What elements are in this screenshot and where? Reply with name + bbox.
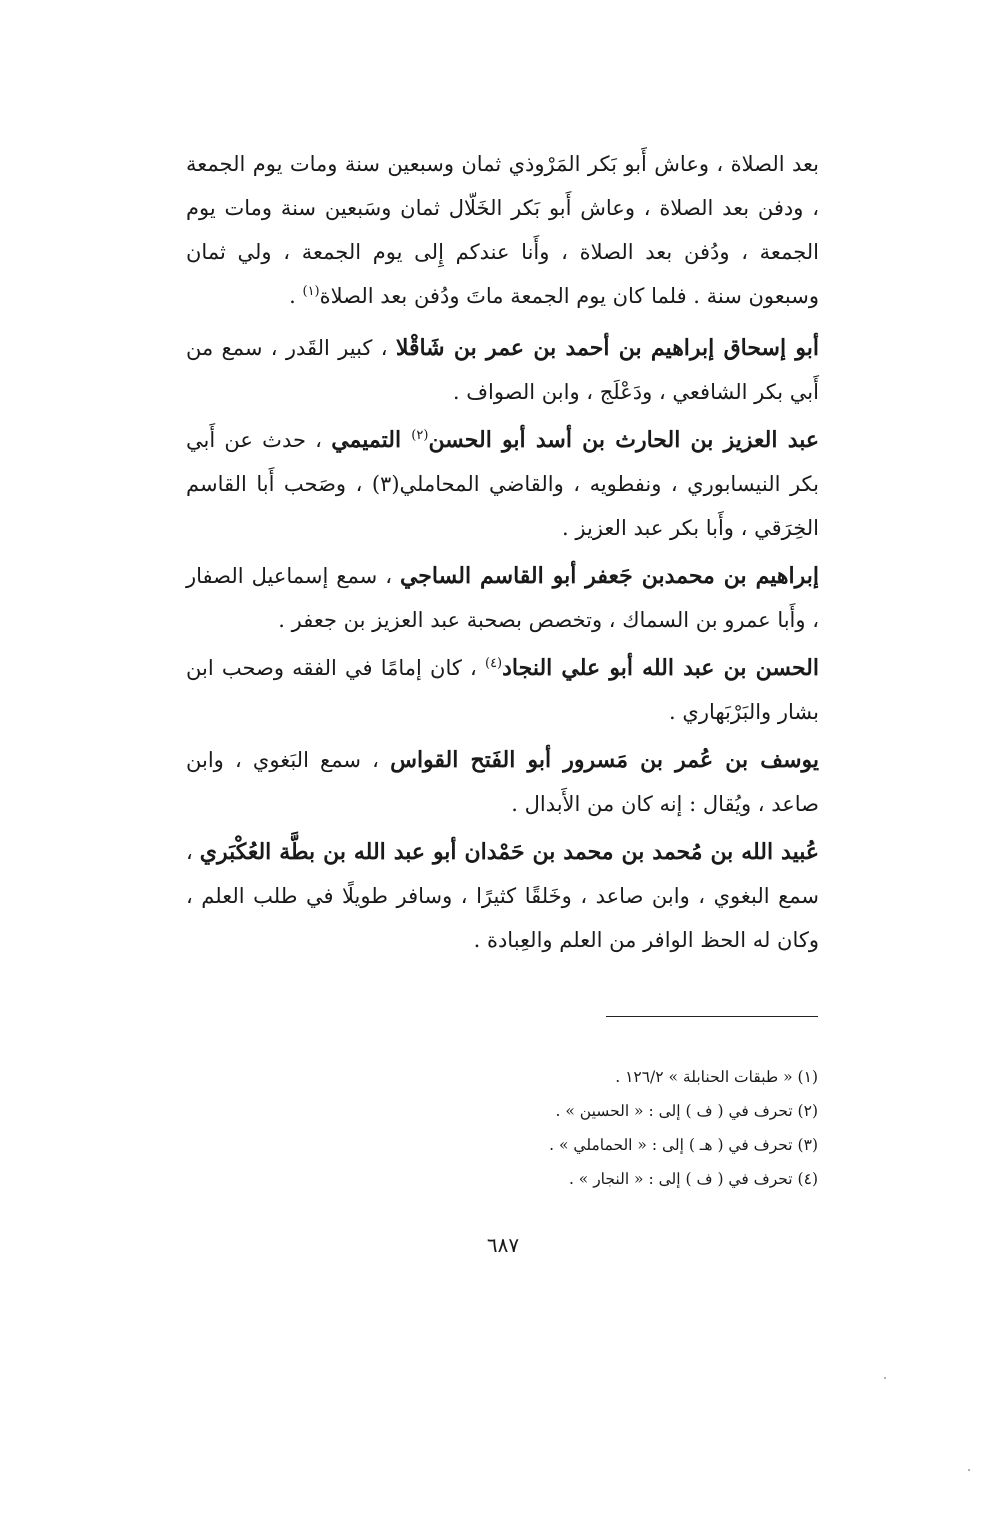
footnote-2: (٢) تحرف في ( ف ) إلى : « الحسين » . [555, 1102, 818, 1120]
footnote-3: (٣) تحرف في ( هـ ) إلى : « الحماملي » . [549, 1136, 818, 1154]
footnote-1: (١) « طبقات الحنابلة » ١٢٦/٢ . [615, 1068, 818, 1086]
scan-speck [884, 1377, 886, 1379]
biography-entry [186, 830, 819, 962]
biography-entry [186, 554, 819, 642]
entry-text: ، سمع البَغوي ، وابن صاعد ، ويُقال : إنه كان من الأَبدال . [186, 748, 819, 816]
biography-entry [186, 738, 819, 826]
main-text [186, 142, 819, 966]
entry-text: ، كبير القَدر ، سمع من أَبي بكر الشافعي ، ودَعْلَج ، وابن الصواف . [186, 336, 819, 404]
page-number: ٦٨٧ [486, 1233, 520, 1257]
person-name: عبد العزيز بن الحارث بن أسد أبو الحسن [428, 427, 820, 453]
footnotes [300, 1060, 818, 1196]
biography-entry [186, 646, 819, 734]
continued-end: . [289, 284, 303, 308]
entry-text: ، سمع البغوي ، وابن صاعد ، وخَلقًا كثيرًا ، وسافر طويلًا في طلب العلم ، وكان له الحظ الوافر من العلم والعِبادة . [186, 840, 819, 952]
footnote-divider [606, 1016, 818, 1017]
footnote-4: (٤) تحرف في ( ف ) إلى : « النجار » . [568, 1170, 818, 1188]
person-name-suffix: التميمي [331, 427, 412, 453]
person-name: عُبيد الله بن مُحمد بن محمد بن حَمْدان أبو عبد الله بن بطَّة العُكْبَري [199, 839, 819, 865]
continued-text: بعد الصلاة ، وعاش أَبو بَكر المَرْوذي ثمان وسبعين سنة ومات يوم الجمعة ، ودفن بعد الصلاة ، وعاش أَبو بَكر الخَلّال ثمان وسَبعين سنة ومات يوم الجمعة ، ودُفن بعد الصلاة ، وأَنا عندكم إِلى يوم الجمعة ، ولي ثمان وسبعون سنة . فلما كان يوم الجمعة ماتَ ودُفن بعد الصلاة [186, 152, 819, 308]
entry-text: ، كان إمامًا في الفقه وصحب ابن بشار والبَرْبَهاري . [186, 656, 819, 724]
person-name: أبو إسحاق إبراهيم بن أحمد بن عمر بن شَاقْلا [395, 335, 819, 361]
entry-text: ، سمع إسماعيل الصفار ، وأَبا عمرو بن السماك ، وتخصص بصحبة عبد العزيز بن جعفر . [186, 564, 819, 632]
entry-text: ، حدث عن أَبي بكر النيسابوري ، ونفطويه ، والقاضي المحاملي(٣) ، وصَحب أَبا القاسم الخِرَقي ، وأَبا بكر عبد العزيز . [186, 428, 819, 540]
person-name: إبراهيم بن محمدبن جَعفر أبو القاسم الساجي [399, 563, 819, 589]
continued-paragraph [186, 142, 819, 318]
footnote-ref: (١) [302, 284, 320, 299]
biography-entry [186, 418, 819, 550]
person-name: يوسف بن عُمر بن مَسرور أبو الفَتح القواس [390, 747, 820, 773]
footnote-ref: (٤) [484, 656, 503, 671]
biography-entry [186, 326, 819, 414]
scan-speck [968, 1469, 970, 1471]
footnote-ref: (٢) [411, 428, 429, 443]
person-name: الحسن بن عبد الله أبو علي النجاد [502, 655, 819, 681]
